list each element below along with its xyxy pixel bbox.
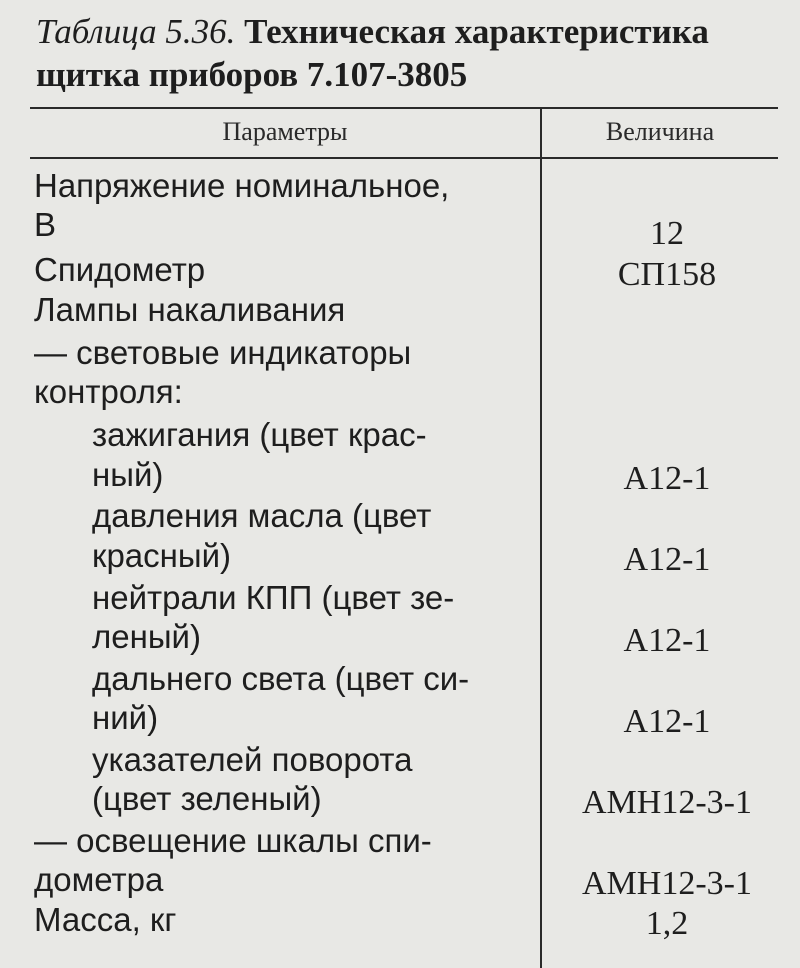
value-oil-pressure: А12-1	[623, 541, 711, 578]
param-ignition-line-1: зажигания (цвет крас-	[92, 416, 427, 453]
param-voltage-line-2: В	[34, 206, 57, 243]
param-neutral-line-1: нейтрали КПП (цвет зе-	[92, 579, 455, 616]
value-scale-lighting: АМН12-3-1	[582, 865, 752, 902]
header-value: Величина	[605, 117, 715, 146]
param-oil-pressure-line-1: давления масла (цвет	[92, 497, 432, 534]
param-indicators-line-2: контроля:	[34, 373, 183, 410]
table-header-rule	[30, 157, 778, 159]
param-indicators-line-1: — световые индикаторы	[34, 334, 412, 371]
value-mass: 1,2	[645, 905, 689, 942]
param-turn-signals-line-1: указателей поворота	[92, 741, 413, 778]
value-voltage: 12	[650, 215, 684, 252]
value-turn-signals: АМН12-3-1	[582, 784, 752, 821]
table-caption	[36, 10, 786, 96]
param-mass: Масса, кг	[34, 901, 177, 938]
param-ignition-line-2: ный)	[92, 456, 164, 493]
table-caption-title: Техническая характеристика щитка приборов 7.107-3805	[36, 12, 709, 94]
param-high-beam-line-2: ний)	[92, 699, 159, 736]
param-speedometer: Спидометр	[34, 251, 206, 288]
header-parameters: Параметры	[222, 117, 348, 146]
table-top-rule	[30, 107, 778, 109]
param-oil-pressure-line-2: красный)	[92, 537, 232, 574]
param-bulbs: Лампы накаливания	[34, 291, 346, 328]
table-caption-label: Таблица 5.36.	[36, 12, 236, 51]
param-high-beam-line-1: дальнего света (цвет си-	[92, 660, 470, 697]
param-voltage-line-1: Напряжение номинальное,	[34, 167, 450, 204]
param-scale-lighting-line-1: — освещение шкалы спи-	[34, 822, 432, 859]
param-scale-lighting-line-2: дометра	[34, 861, 164, 898]
value-speedometer: СП158	[617, 256, 717, 293]
param-turn-signals-line-2: (цвет зеленый)	[92, 780, 322, 817]
value-high-beam: А12-1	[623, 703, 711, 740]
value-neutral: А12-1	[623, 622, 711, 659]
value-ignition: А12-1	[623, 460, 711, 497]
param-neutral-line-2: леный)	[92, 618, 201, 655]
